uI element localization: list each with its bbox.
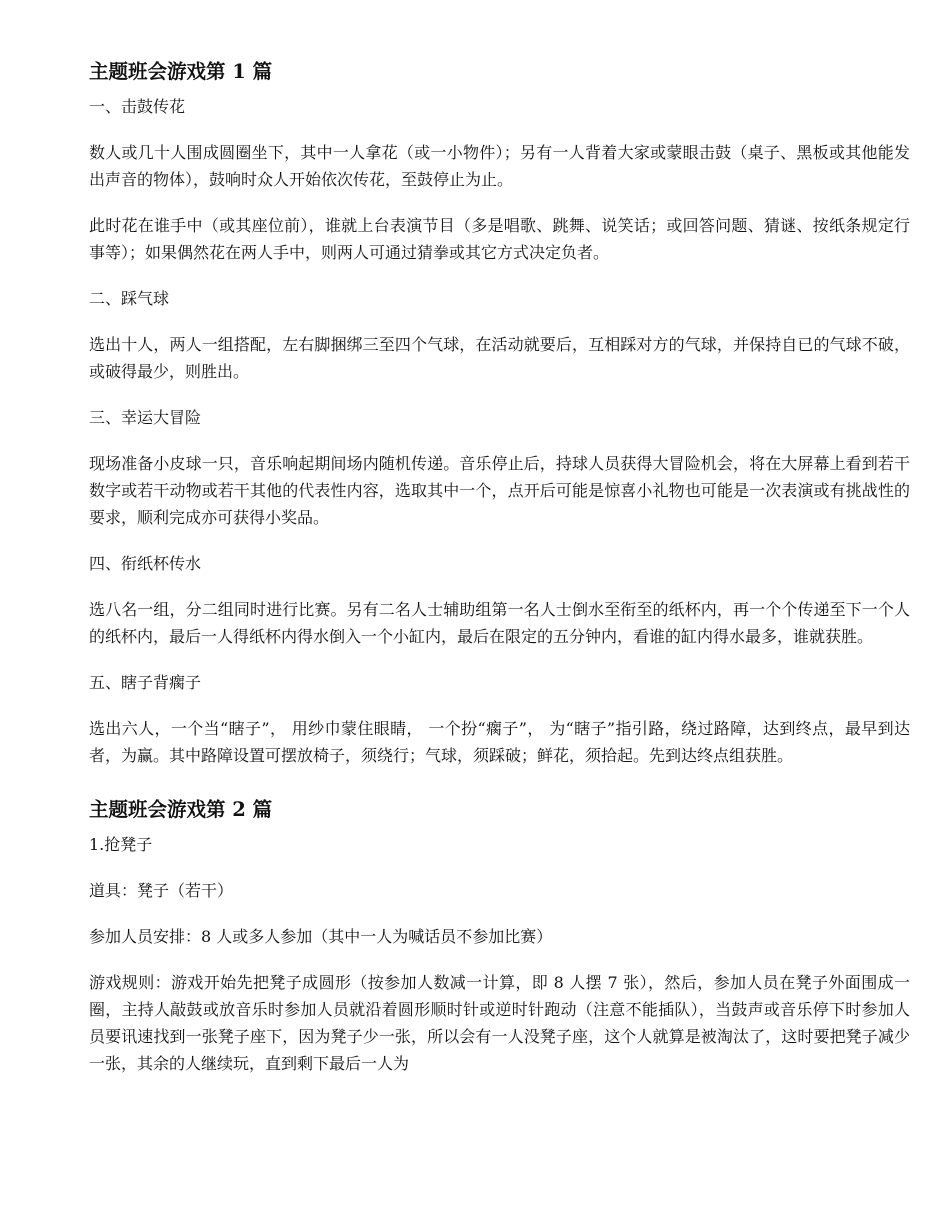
subheading-paragraph: 五、瞎子背瘸子: [89, 673, 202, 692]
body-paragraph: 此时花在谁手中（或其座位前），谁就上台表演节目（多是唱歌、跳舞、说笑话；或回答问题、猜谜、按纸条规定行事等）；如果偶然花在两人手中，则两人可通过猜拳或其它方式决定负者。: [89, 216, 910, 262]
body-paragraph: 现场准备小皮球一只，音乐响起期间场内随机传递。音乐停止后，持球人员获得大冒险机会，将在大屏幕上看到若干数字或若干动物或若干其他的代表性内容，选取其中一个，点开后可能是惊喜小礼物也可能是一次表演或有挑战性的要求，顺利完成亦可获得小奖品。: [89, 454, 910, 527]
section-1: [89, 57, 910, 769]
body-paragraph: 选出六人，一个当“瞎子”， 用纱巾蒙住眼睛， 一个扮“瘸子”， 为“瞎子”指引路，绕过路障，达到终点，最早到达者，为赢。其中路障设置可摆放椅子，须绕行；气球，须踩破；鲜花，须拾起。先到达终点组获胜。: [89, 719, 910, 765]
subheading-paragraph: 二、踩气球: [89, 289, 170, 308]
section-2: [89, 795, 910, 1077]
body-paragraph: 参加人员安排：8 人或多人参加（其中一人为喊话员不参加比赛）: [89, 927, 553, 946]
section-title: 主题班会游戏第 1 篇: [89, 60, 273, 83]
body-paragraph: 数人或几十人围成圆圈坐下，其中一人拿花（或一小物件）；另有一人背着大家或蒙眼击鼓（桌子、黑板或其他能发出声音的物体），鼓响时众人开始依次传花，至鼓停止为止。: [89, 143, 910, 189]
subheading-paragraph: 1.抢凳子: [89, 835, 153, 854]
body-paragraph: 道具：凳子（若干）: [89, 881, 234, 900]
subheading-paragraph: 四、衔纸杯传水: [89, 554, 202, 573]
body-paragraph: 选八名一组，分二组同时进行比赛。另有二名人士辅助组第一名人士倒水至衔至的纸杯内，再一个个传递至下一个人的纸杯内，最后一人得纸杯内得水倒入一个小缸内，最后在限定的五分钟内，看谁的缸内得水最多，谁就获胜。: [89, 600, 910, 646]
body-paragraph: 游戏规则：游戏开始先把凳子成圆形（按参加人数减一计算，即 8 人摆 7 张），然后，参加人员在凳子外面围成一圈，主持人敲鼓或放音乐时参加人员就沿着圆形顺时针或逆时针跑动（注意不能插队），当鼓声或音乐停下时参加人员要讯速找到一张凳子座下，因为凳子少一张，所以会有一人没凳子座，这个人就算是被淘汰了，这时要把凳子减少一张，其余的人继续玩，直到剩下最后一人为: [89, 973, 910, 1073]
section-title: 主题班会游戏第 2 篇: [89, 798, 273, 821]
body-paragraph: 选出十人，两人一组搭配，左右脚捆绑三至四个气球，在活动就要后，互相踩对方的气球，并保持自已的气球不破，或破得最少，则胜出。: [89, 335, 910, 381]
subheading-paragraph: 三、幸运大冒险: [89, 408, 202, 427]
subheading-paragraph: 一、击鼓传花: [89, 97, 186, 116]
